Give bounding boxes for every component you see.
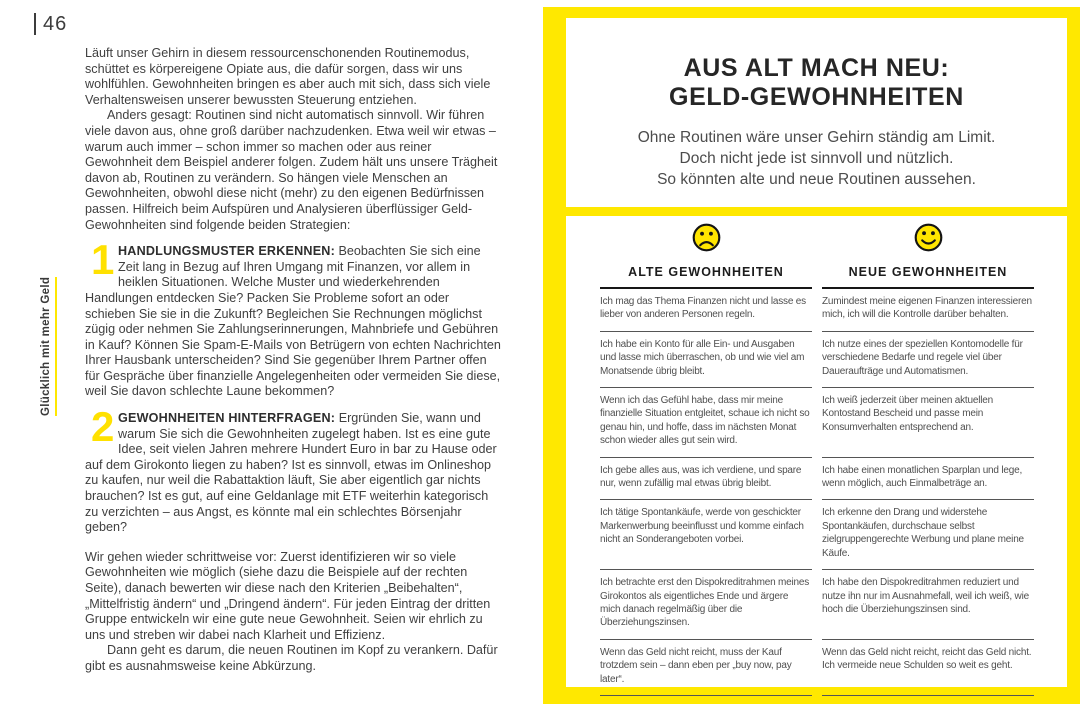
numbered-item-2-number: 2 xyxy=(91,403,115,451)
subtitle-line-1: Ohne Routinen wäre unser Gehirn ständig am Limit. xyxy=(637,129,996,146)
numbered-item-1 xyxy=(85,236,501,400)
old-habit-text: Ich tätige Spontankäufe, werde von geschickter Markenwerbung beeinflusst und komme einfach nicht an Sonderangeboten vorbei. xyxy=(600,507,804,546)
old-habit-row xyxy=(600,388,812,458)
intro-paragraph-2: Anders gesagt: Routinen sind nicht automatisch sinnvoll. Wir führen viele davon aus, ohne groß darüber nachzudenken. Etwa weil wir etwas – warum auch immer – schon immer so machen oder aus reiner Gewohnheit dem Beispiel anderer folgen. Zudem hält uns unsere Trägheit davon ab, Routinen zu verändern. So hängen viele Menschen an Gewohnheiten, obwohl diese nicht (mehr) zu den eigenen Bedürfnissen passen. Hilfreich beim Aufspüren und Analysieren überflüssiger Geld-Gewohnheiten sind folgende beiden Strategien: xyxy=(85,108,498,232)
subtitle-line-2: Doch nicht jede ist sinnvoll und nützlich. xyxy=(679,150,954,167)
new-habit-row xyxy=(822,289,1034,332)
old-habit-row xyxy=(600,640,812,696)
numbered-item-2 xyxy=(85,403,501,536)
old-habit-row xyxy=(600,500,812,570)
page-subtitle xyxy=(566,127,1067,190)
new-habit-row xyxy=(822,570,1034,640)
old-habit-text: Wenn ich das Gefühl habe, dass mir meine finanzielle Situation entgleitet, schaue ich nicht so genau hin, und hoffe, dass im nächsten Monat schon wieder alles gut sein wird. xyxy=(600,395,810,447)
old-habit-row xyxy=(600,289,812,332)
subtitle-line-3: So könnten alte und neue Routinen aussehen. xyxy=(657,171,976,188)
page-title xyxy=(566,54,1067,112)
numbered-item-1-text: Beobachten Sie sich eine Zeit lang in Bezug auf Ihren Umgang mit Finanzen, vor allem in heiklen Situationen. Welche Muster und wiederkehrenden Handlungen entdecken Sie? Packen Sie Probleme sofort an oder schieben Sie sie in die Zukunft? Begleichen Sie Rechnungen möglichst zügig oder nehmen Sie Zahlungserinnerungen, Mahnbriefe und Gebühren in Kauf? Können Sie Spam-E-Mails von Betrügern von echten Nachrichten Ihrer Hausbank unterscheiden? Sind Sie gegenüber Ihrem Partner offen für Gespräche über finanzielle Angelegenheiten oder vermeiden Sie diese, weil Sie davon schlechte Laune bekommen? xyxy=(85,244,501,399)
new-habit-text: Ich weiß jederzeit über meinen aktuellen Kontostand Bescheid und passe mein Konsumverhalten entsprechend an. xyxy=(822,395,993,433)
new-habit-row xyxy=(822,458,1034,501)
numbered-item-1-heading: HANDLUNGSMUSTER ERKENNEN: xyxy=(118,244,335,259)
habits-comparison-table xyxy=(600,216,1067,696)
old-habits-header-cell xyxy=(600,216,812,289)
new-habit-row xyxy=(822,500,1034,570)
new-habit-row xyxy=(822,388,1034,458)
new-habit-text: Ich erkenne den Drang und widerstehe Spontankäufen, durchschaue selbst zielgruppengerechte Werbung und plane meine Käufe. xyxy=(822,507,1024,559)
right-page-yellow-frame xyxy=(543,7,1080,704)
yellow-divider-bar xyxy=(566,207,1067,216)
page-number: 46 xyxy=(34,13,67,35)
new-habits-header-cell xyxy=(822,216,1034,289)
old-habit-row xyxy=(600,332,812,388)
left-body-column xyxy=(85,46,501,675)
old-habits-header: ALTE GEWOHNHEITEN xyxy=(628,265,784,279)
intro-paragraph-1: Läuft unser Gehirn in diesem ressourcenschonenden Routinemodus, schüttet es körpereigene Opiate aus, die dafür sorgen, dass wir uns wohlfühlen. Gewohnheiten bringen es aber auch mit sich, dass sich viele Verhaltensweisen unserer bewussten Steuerung entziehen. xyxy=(85,46,491,107)
new-habits-header: NEUE GEWOHNHEITEN xyxy=(848,265,1008,279)
numbered-item-2-text: Ergründen Sie, wann und warum Sie sich die Gewohnheiten zugelegt haben. Ist es eine gute Idee, seit vielen Jahren mehrere Hundert Euro in bar zu Hause oder auf dem Girokonto liegen zu haben? Ist es sinnvoll, etwas im Onlineshop zu kaufen, nur weil die Rabattaktion läuft, Sie aber eigentlich gar nichts brauchen? Ist es gut, auf eine Geldanlage mit ETF weiterhin kategorisch zu verzichten – aus Angst, es könnte mal ein schlechtes Börsenjahr geben? xyxy=(85,411,497,535)
old-habit-row xyxy=(600,570,812,640)
page-title-line-1: AUS ALT MACH NEU: xyxy=(683,54,950,82)
numbered-item-1-number: 1 xyxy=(91,236,115,284)
new-habit-text: Ich nutze eines der speziellen Kontomodelle für verschiedene Bedarfe und regele viel über Daueraufträge und Automatismen. xyxy=(822,338,1023,377)
new-habit-row xyxy=(822,640,1034,696)
old-habit-text: Ich betrachte erst den Dispokreditrahmen meines Girokontos als eigentliches Ende und ärgere mich danach regelmäßig über die Überziehungszinsen. xyxy=(600,577,810,629)
chapter-side-label: Glücklich mit mehr Geld xyxy=(40,277,57,416)
new-habit-text: Ich habe den Dispokreditrahmen reduziert und nutze ihn nur im Ausnahmefall, weil ich weiß, wie hoch die Überziehungszinsen sind. xyxy=(822,577,1029,615)
new-habit-row xyxy=(822,332,1034,388)
numbered-item-2-heading: GEWOHNHEITEN HINTERFRAGEN: xyxy=(118,411,336,426)
closing-paragraph-1: Wir gehen wieder schrittweise vor: Zuerst identifizieren wir so viele Gewohnheiten wie möglich (siehe dazu die Beispiele auf der rechten Seite), danach bewerten wir diese nach den Kriterien „Beibehalten“, „Mittelfristig ändern“ und „Dringend ändern“. Für jeden Eintrag der dritten Gruppe entwickeln wir eine gute neue Gewohnheit. Seien wir ehrlich zu uns und streben wir dabei nach Klarheit und Effizienz. xyxy=(85,549,491,642)
new-habit-text: Wenn das Geld nicht reicht, reicht das Geld nicht. Ich vermeide neue Schulden so weit es geht. xyxy=(822,646,1032,672)
old-habit-text: Wenn das Geld nicht reicht, muss der Kauf trotzdem sein – dann eben per „buy now, pay later“. xyxy=(600,646,792,685)
new-habit-text: Ich habe einen monatlichen Sparplan und lege, wenn möglich, auch Einmalbeträge an. xyxy=(822,464,1023,490)
new-habit-text: Zumindest meine eigenen Finanzen interessieren mich, ich will die Kontrolle darüber behalten. xyxy=(822,296,1032,321)
page-title-line-2: GELD-GEWOHNHEITEN xyxy=(669,83,964,111)
closing-paragraph-2: Dann geht es darum, die neuen Routinen im Kopf zu verankern. Dafür gibt es ausnahmsweise keine Abkürzung. xyxy=(85,643,498,673)
old-habit-row xyxy=(600,458,812,501)
right-page xyxy=(566,18,1067,687)
happy-smiley-icon xyxy=(913,222,944,258)
old-habit-text: Ich habe ein Konto für alle Ein- und Ausgaben und lasse mich überraschen, ob und wie viel am Monatsende übrig bleibt. xyxy=(600,338,805,377)
old-habit-text: Ich gebe alles aus, was ich verdiene, und spare nur, wenn zufällig mal etwas übrig bleibt. xyxy=(600,464,802,490)
old-habit-text: Ich mag das Thema Finanzen nicht und lasse es lieber von anderen Personen regeln. xyxy=(600,296,806,321)
sad-smiley-icon xyxy=(691,222,722,258)
